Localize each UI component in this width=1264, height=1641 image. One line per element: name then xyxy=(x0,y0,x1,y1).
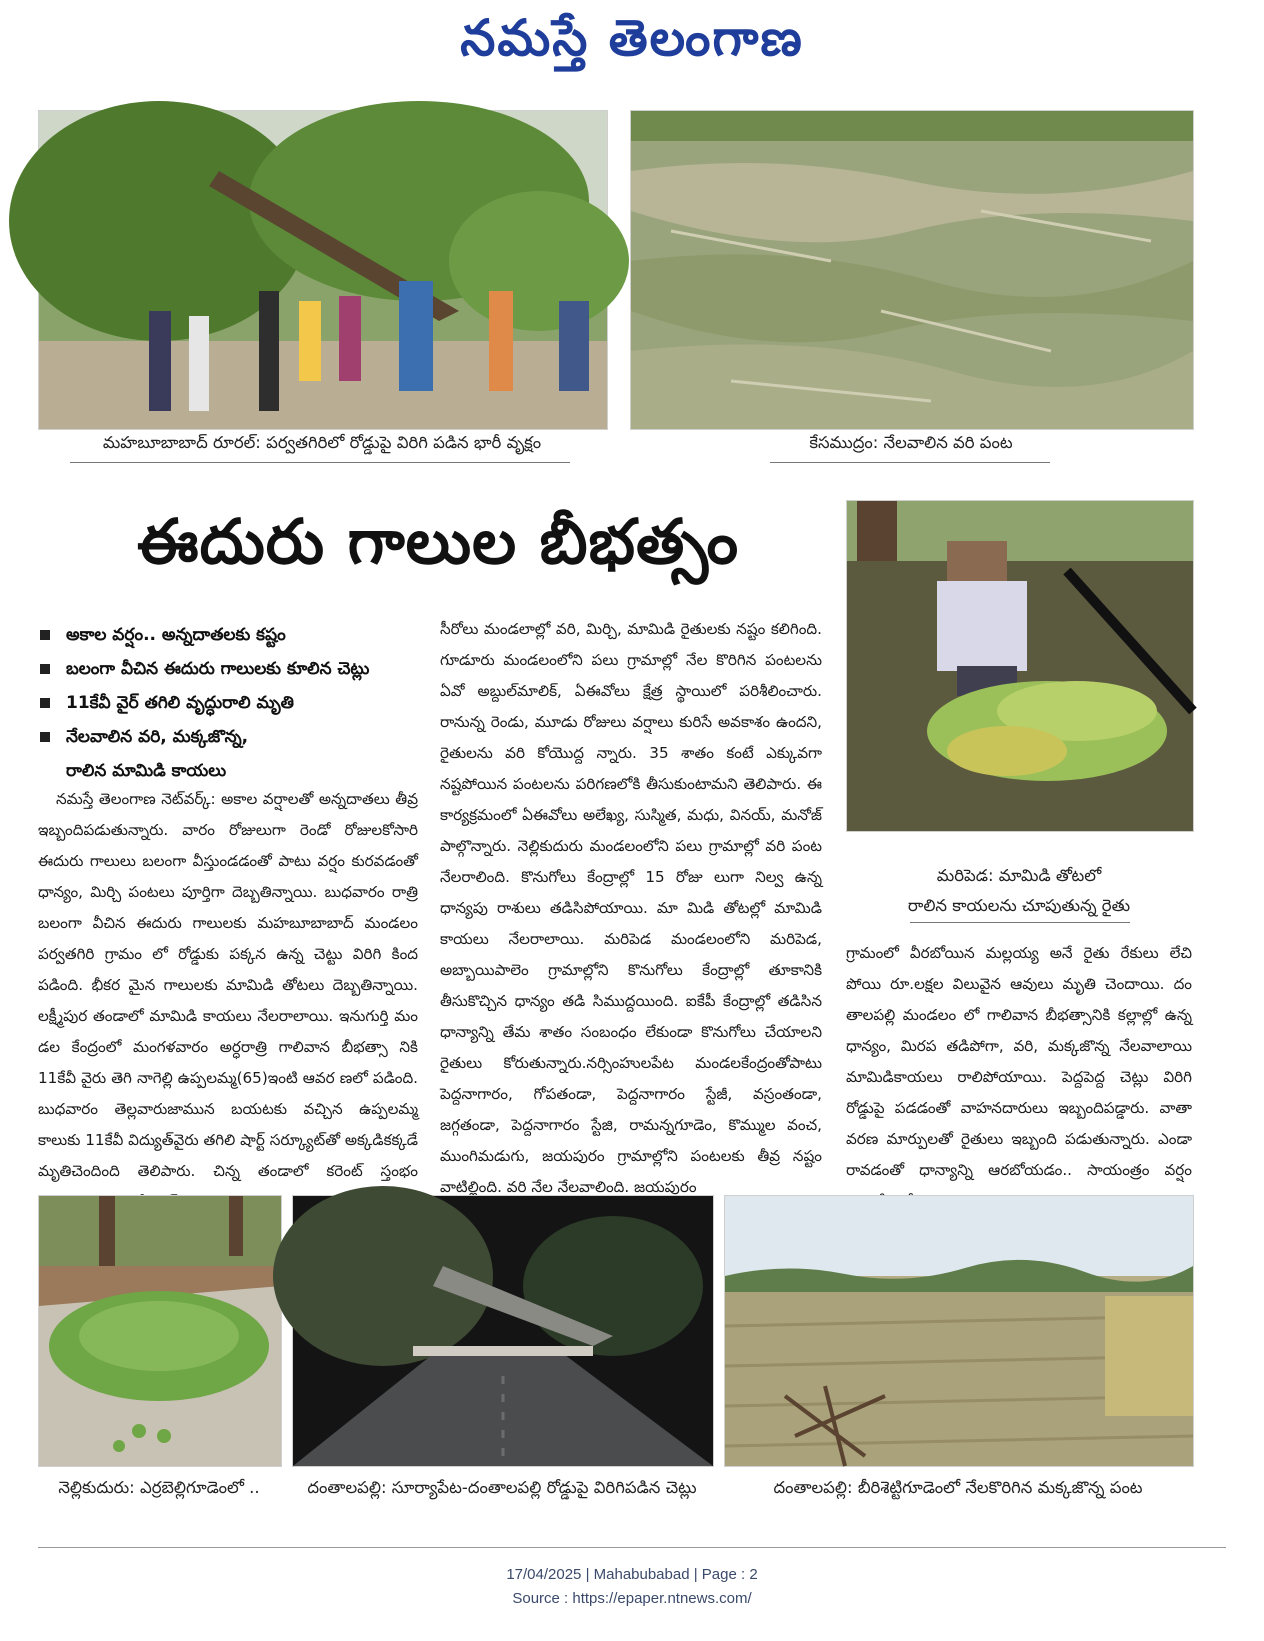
caption-divider xyxy=(70,462,570,463)
photo-fallen-tree-road xyxy=(38,110,608,430)
photo-caption-line-1: మరిపెడ: మామిడి తోటలో xyxy=(936,866,1102,885)
footer-source-link[interactable]: Source : https://epaper.ntnews.com/ xyxy=(512,1590,752,1607)
photo-caption: దంతాలపల్లి: బీరిశెట్టిగూడెంలో నేలకొరిగిన మక్కజొన్న పంట xyxy=(773,1478,1143,1497)
highlight-item: అకాల వర్షం.. అన్నదాతలకు కష్టం xyxy=(38,618,428,652)
article-column-2 xyxy=(440,614,822,1196)
bullet-square-icon xyxy=(40,664,50,674)
photo-farmer-mangoes xyxy=(846,500,1194,832)
headline: ఈదురు గాలుల బీభత్సం xyxy=(136,505,740,578)
photo-caption: కేసముద్రం: నేలవాలిన వరి పంట xyxy=(809,433,1013,452)
article-text: సీరోలు మండలాల్లో వరి, మిర్చి, మామిడి రైతులకు నష్టం కలిగింది. గూడూరు మండలంలోని పలు గ్రామాల్లో నేల కొరిగిన పంటలను ఏవో అబ్దుల్‌మాలిక్, ఏఈవోలు క్షేత్ర స్థాయిలో పరిశీలించారు. రానున్న రెండు, మూడు రోజులు వర్షాలు కురిసే అవకాశం ఉందని, రైతులను వరి కోయొద్ద న్నారు. 35 శాతం కంటే ఎక్కువగా నష్టపోయిన పంటలను పరిగణలోకి తీసుకుంటామని తెలిపారు. ఈ కార్యక్రమంలో ఏఈవోలు అలేఖ్య, సుస్మిత, మధు, వినయ్, మనోజ్ పాల్గొన్నారు. నెల్లికుదురు మండలంలోని పలు గ్రామాల్లో వరి పంట నేలరాలింది. కొనుగోలు కేంద్రాల్లో 15 రోజు లుగా నిల్వ ఉన్న ధాన్యపు రాశులు తడిసిపోయాయి. మా మిడి తోటల్లో మామిడి కాయలు నేలరాలాయి. మరిపెడ మండలంలోని మరిపెడ, అబ్బాయిపాలెం గ్రామాల్లోని కొనుగోలు కేంద్రాల్లో తూకానికి తీసుకొచ్చిన ధాన్యం తడి సిముద్దయింది. ఐకేపీ కేంద్రాల్లో తడిసిన ధాన్యాన్ని తేమ శాతం సంబంధం లేకుండా కొనుగోలు చేయాలని రైతులు కోరుతున్నారు.నర్సింహులపేట మండలకేంద్రంతోపాటు పెద్దనాగారం, గోపతండా, పెద్దనాగారం స్టేజీ, వస్రంతండా, జగ్గతండా, పెద్దనాగారం స్టేజి, రామన్నగూడెం, కొమ్ముల వంచ, ముంగిమడుగు, జయపురం గ్రామాల్లోని పంటలకు తీవ్ర నష్టం వాటిల్లింది. వరి నేల నేలవాలింది. జయపురం xyxy=(440,620,822,1196)
photo-caption: దంతాలపల్లి: సూర్యాపేట-దంతాలపల్లి రోడ్డుపై విరిగిపడిన చెట్లు xyxy=(307,1478,697,1497)
bullet-square-icon xyxy=(40,698,50,708)
highlight-item: నేలవాలిన వరి, మక్కజొన్న, xyxy=(38,720,428,754)
article-text: గ్రామంలో వీరబోయిన మల్లయ్య అనే రైతు రేకులు లేచి పోయి రూ.లక్షల విలువైన ఆవులు మృతి చెందాయి. దం తాలపల్లి మండలం లో గాలివాన బీభత్సానికి కల్లాల్లో ఉన్న ధాన్యం, మిరప తడిపోగా, వరి, మక్కజొన్న నేలవాలాయి మామిడికాయలు రాలిపోయాయి. పెద్దపెద్ద చెట్లు విరిగి రోడ్డుపై పడడంతో వాహనదారులు ఇబ్బందిపడ్డారు. వాతా వరణ మార్పులతో రైతులు ఇబ్బంది పడుతున్నారు. ఎండా రావడంతో ధాన్యాన్ని ఆరబోయడం.. సాయంత్రం వర్షం xyxy=(846,944,1192,1179)
footer-divider xyxy=(38,1547,1226,1548)
photo-caption-line-2: రాలిన కాయలను చూపుతున్న రైతు xyxy=(907,896,1131,915)
photo-flattened-paddy xyxy=(630,110,1194,430)
bullet-square-icon xyxy=(40,630,50,640)
photo-flattened-maize-field xyxy=(724,1195,1194,1467)
highlight-item: 11కేవీ వైర్ తగిలి వృద్ధురాలి మృతి xyxy=(38,686,428,720)
photo-caption: నెల్లికుదురు: ఎర్రబెల్లిగూడెంలో .. xyxy=(58,1478,260,1497)
caption-divider xyxy=(910,922,1130,923)
highlight-item-continued: రాలిన మామిడి కాయలు xyxy=(66,761,227,781)
photo-fallen-trees-night-road xyxy=(292,1195,714,1467)
highlights-list xyxy=(38,618,428,788)
photo-mango-heap xyxy=(38,1195,282,1467)
article-column-3 xyxy=(846,938,1192,1179)
masthead-logo: నమస్తే తెలంగాణ xyxy=(460,8,804,67)
highlight-item: బలంగా వీచిన ఈదురు గాలులకు కూలిన చెట్లు xyxy=(38,652,428,686)
caption-divider xyxy=(770,462,1050,463)
article-text: నమస్తే తెలంగాణ నెట్‌వర్క్: అకాల వర్షాలతో అన్నదాతలు తీవ్ర ఇబ్బందిపడుతున్నారు. వారం రోజులుగా రెండో రోజులకోసారి ఈదురు గాలులు బలంగా వీస్తుండడంతో పాటు వర్షం కురవడంతో ధాన్యం, మిర్చి పంటలు పూర్తిగా దెబ్బతిన్నాయి. బుధవారం రాత్రి బలంగా వీచిన ఈదురు గాలులకు మహబూబాబాద్ మండలం పర్వతగిరి గ్రామం లో రోడ్డుకు పక్కన ఉన్న చెట్టు విరిగి కింద పడింది. భీకర మైన గాలులకు మామిడి తోటలు దెబ్బతిన్నాయి. లక్ష్మీపుర తండాలో మామిడి కాయలు నేలరాలాయి. ఇనుగుర్తి మం డల కేంద్రంలో మంగళవారం అర్ధరాత్రి గాలివాన బీభత్సా నికి 11కేవీ వైరు తెగి నాగెల్లి ఉప్పలమ్మ(65)ఇంటి ఆవర ణలో పడింది. బుధవారం తెల్లవారుజామున బయటకు వచ్చిన ఉప్పలమ్మ కాలుకు 11కేవీ విద్యుత్‌వైరు తగిలి షార్ట్ సర్క్యూట్‌తో అక్కడికక్కడే మృతిచెందింది తెలిపారు. చిన్న తండాలో కరెంట్ స్తంభం xyxy=(38,790,418,1180)
footer-dateline: 17/04/2025 | Mahabubabad | Page : 2 xyxy=(506,1566,758,1583)
bullet-square-icon xyxy=(40,732,50,742)
photo-caption: మహబూబాబాద్ రూరల్: పర్వతగిరిలో రోడ్డుపై విరిగి పడిన భారీ వృక్షం xyxy=(102,433,542,452)
article-column-1 xyxy=(38,784,418,1180)
